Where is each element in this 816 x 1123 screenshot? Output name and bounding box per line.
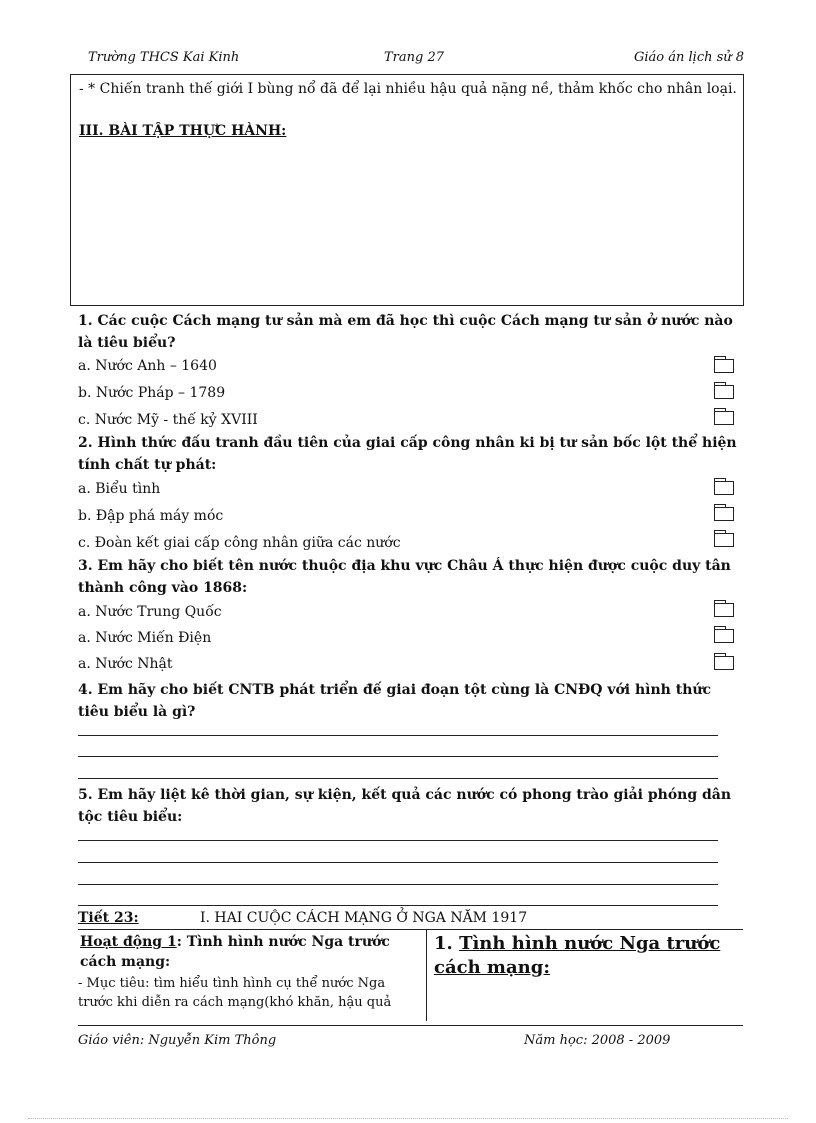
footer-divider <box>78 1025 743 1026</box>
answer-line <box>78 905 718 906</box>
question-3: 3. Em hãy cho biết tên nước thuộc địa khu vực Châu Á thực hiện được cuộc duy tân thành công vào 1868: <box>78 558 731 596</box>
q2-option-c: c. Đoàn kết giai cấp công nhân giữa các nước <box>78 535 401 551</box>
activity-label: Hoạt động 1 <box>80 934 177 950</box>
q1-checkbox-c[interactable] <box>714 411 734 425</box>
activity-text: : Tình hình nước Nga trước cách mạng: <box>80 934 390 970</box>
page-edge <box>28 1118 788 1119</box>
q1-option-c: c. Nước Mỹ - thế kỷ XVIII <box>78 412 258 428</box>
q3-option-c: a. Nước Nhật <box>78 656 173 672</box>
lesson-number: Tiết 23: <box>78 910 139 926</box>
answer-line <box>78 884 718 885</box>
answer-line <box>78 840 718 841</box>
footer-year: Năm học: 2008 - 2009 <box>524 1033 671 1048</box>
header-school: Trường THCS Kai Kinh <box>88 50 240 65</box>
answer-line <box>78 862 718 863</box>
q1-option-b: b. Nước Pháp – 1789 <box>78 385 226 401</box>
summary-box <box>70 74 744 306</box>
lesson-title: I. HAI CUỘC CÁCH MẠNG Ở NGA NĂM 1917 <box>200 910 528 926</box>
right-heading-number: 1. <box>434 933 460 954</box>
q2-option-a: a. Biểu tình <box>78 481 161 497</box>
answer-line <box>78 756 718 757</box>
q3-checkbox-b[interactable] <box>714 629 734 643</box>
right-heading-text: Tình hình nước Nga trước cách mạng: <box>434 933 721 978</box>
q1-checkbox-b[interactable] <box>714 385 734 399</box>
answer-line <box>78 735 718 736</box>
lesson-divider <box>78 929 743 930</box>
activity-goal: - Mục tiêu: tìm hiểu tình hình cụ thể nước Nga trước khi diễn ra cách mạng(khó khăn, hậu quả <box>78 976 392 1010</box>
q3-checkbox-a[interactable] <box>714 603 734 617</box>
column-separator <box>426 929 427 1021</box>
q2-checkbox-b[interactable] <box>714 507 734 521</box>
answer-line <box>78 778 718 779</box>
q1-option-a: a. Nước Anh – 1640 <box>78 358 217 374</box>
q2-option-b: b. Đập phá máy móc <box>78 508 224 524</box>
question-2: 2. Hình thức đấu tranh đầu tiên của giai cấp công nhân ki bị tư sản bốc lột thể hiện tính chất tự phát: <box>78 435 737 473</box>
right-heading <box>434 932 744 980</box>
section-title: III. BÀI TẬP THỰC HÀNH: <box>79 123 287 139</box>
footer-teacher: Giáo viên: Nguyễn Kim Thông <box>78 1033 277 1048</box>
q1-checkbox-a[interactable] <box>714 359 734 373</box>
summary-line: - * Chiến tranh thế giới I bùng nổ đã để lại nhiều hậu quả nặng nề, thảm khốc cho nhân loại. <box>79 81 737 97</box>
q2-checkbox-a[interactable] <box>714 481 734 495</box>
header-subject: Giáo án lịch sử 8 <box>634 50 745 65</box>
q3-option-a: a. Nước Trung Quốc <box>78 604 222 620</box>
header-page: Trang 27 <box>384 50 445 65</box>
q3-checkbox-c[interactable] <box>714 656 734 670</box>
question-5: 5. Em hãy liệt kê thời gian, sự kiện, kết quả các nước có phong trào giải phóng dân tộc tiêu biểu: <box>78 787 732 825</box>
question-1: 1. Các cuộc Cách mạng tư sản mà em đã học thì cuộc Cách mạng tư sản ở nước nào là tiêu biểu? <box>78 313 733 351</box>
q2-checkbox-c[interactable] <box>714 533 734 547</box>
activity-heading <box>80 932 420 972</box>
question-4: 4. Em hãy cho biết CNTB phát triển đế giai đoạn tột cùng là CNĐQ với hình thức tiêu biểu là gì? <box>78 682 712 720</box>
q3-option-b: a. Nước Miến Điện <box>78 630 212 646</box>
